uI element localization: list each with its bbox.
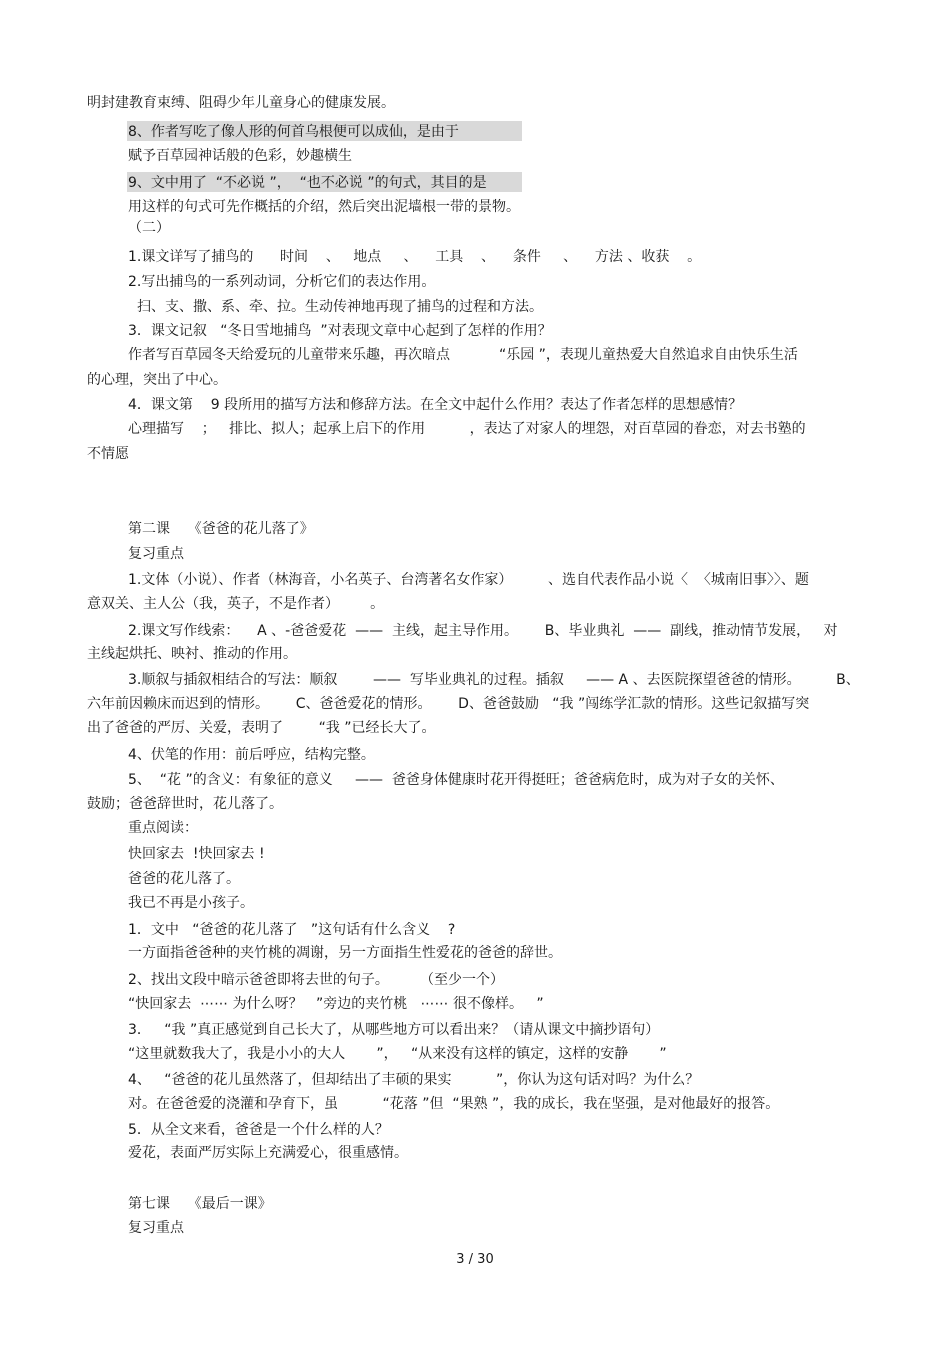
text-line: 扫、支、撒、系、牵、拉。生动传神地再现了捕鸟的过程和方法。 <box>137 299 543 315</box>
section-title-lesson-2: 第二课 《爸爸的花儿落了》 <box>128 521 314 537</box>
text-line: 一方面指爸爸种的夹竹桃的凋谢，另一方面指生性爱花的爸爸的辞世。 <box>128 945 562 961</box>
text-line: 2.课文写作线索： A 、-爸爸爱花 —— 主线，起主导作用。 B、毕业典礼 —— 副线，推动情节发展， 对 <box>128 623 838 639</box>
text-line: 心理描写 ； 排比、拟人；起承上启下的作用 ，表达了对家人的埋怨，对百草园的眷恋，对去书塾的 <box>128 421 806 437</box>
text-line: 鼓励；爸爸辞世时，花儿落了。 <box>87 796 283 812</box>
text-line: 意双关、主人公（我，英子，不是作者） 。 <box>87 596 385 612</box>
text-line: 3．课文记叙 “冬日雪地捕鸟 ”对表现文章中心起到了怎样的作用？ <box>128 323 552 339</box>
text-line: 1.文体（小说）、作者（林海音，小名英子、台湾著名女作家） 、选自代表作品小说〈 〈城南旧事〉〉、题 <box>128 572 809 588</box>
text-line: 出了爸爸的严厉、关爱，表明了 “我 ”已经长大了。 <box>87 720 436 736</box>
text-line: “快回家去 ⋯⋯ 为什么呀？ ”旁边的夹竹桃 ⋯⋯ 很不像样。 ” <box>128 996 544 1012</box>
text-line: 8、作者写吃了像人形的何首乌根便可以成仙，是由于 <box>128 124 459 140</box>
text-line: 快回家去 !快回家去 ! <box>128 846 265 862</box>
text-line: 作者写百草园冬天给爱玩的儿童带来乐趣，再次暗点 “乐园 ”，表现儿童热爱大自然追求自由快乐生活 <box>128 347 798 363</box>
text-line: 重点阅读： <box>128 820 198 836</box>
text-line: 4．课文第 9 段所用的描写方法和修辞方法。在全文中起什么作用？表达了作者怎样的思想感情？ <box>128 397 743 413</box>
text-line: 爸爸的花儿落了。 <box>128 871 240 887</box>
text-line: 3． “我 ”真正感觉到自己长大了，从哪些地方可以看出来？（请从课文中摘抄语句） <box>128 1022 660 1038</box>
text-line: 复习重点 <box>128 546 184 562</box>
text-line: 5．从全文来看，爸爸是一个什么样的人？ <box>128 1122 389 1138</box>
text-line: 明封建教育束缚、阻碍少年儿童身心的健康发展。 <box>87 95 395 111</box>
text-line: 我已不再是小孩子。 <box>128 895 254 911</box>
text-line: 2.写出捕鸟的一系列动词，分析它们的表达作用。 <box>128 274 436 290</box>
text-line: 2、找出文段中暗示爸爸即将去世的句子。 （至少一个） <box>128 972 505 988</box>
text-line: 9、文中用了 “不必说 ”， “也不必说 ”的句式，其目的是 <box>128 175 487 191</box>
text-line: 1．文中 “爸爸的花儿落了 ”这句话有什么含义 ? <box>128 922 456 938</box>
text-line: 复习重点 <box>128 1220 184 1236</box>
page-number: 3 / 30 <box>456 1252 494 1267</box>
text-line: 3.顺叙与插叙相结合的写法：顺叙 —— 写毕业典礼的过程。插叙 —— A 、去医院探望爸爸的情形。 B、 <box>128 672 860 688</box>
text-line: 用这样的句式可先作概括的介绍，然后突出泥墙根一带的景物。 <box>128 199 520 215</box>
text-line: 不情愿 <box>87 446 129 462</box>
text-line: 4、 “爸爸的花儿虽然落了，但却结出了丰硕的果实 ”，你认为这句话对吗？为什么？ <box>128 1072 700 1088</box>
text-line: 对。在爸爸爱的浇灌和孕育下，虽 “花落 ”但 “果熟 ”，我的成长，我在坚强，是对他最好的报答。 <box>128 1096 780 1112</box>
text-line: 爱花，表面严厉实际上充满爱心，很重感情。 <box>128 1145 408 1161</box>
text-line: 主线起烘托、映衬、推动的作用。 <box>87 646 297 662</box>
text-line: 5、 “花 ”的含义：有象征的意义 —— 爸爸身体健康时花开得挺旺；爸爸病危时，成为对子女的关怀、 <box>128 772 784 788</box>
section-title-lesson-7: 第七课 《最后一课》 <box>128 1196 272 1212</box>
text-line: 1.课文详写了捕鸟的 时间 、 地点 、 工具 、 条件 、 方法 、收获 。 <box>128 249 702 265</box>
text-line: （二） <box>128 220 170 236</box>
text-line: 赋予百草园神话般的色彩，妙趣横生 <box>128 148 352 164</box>
text-line: 六年前因赖床而迟到的情形。 C、爸爸爱花的情形。 D、爸爸鼓励 “我 ”闯练学汇款的情形。这些记叙描写突 <box>87 696 810 712</box>
text-line: 4、伏笔的作用：前后呼应，结构完整。 <box>128 747 375 763</box>
text-line: “这里就数我大了，我是小小的大人 ”， “从来没有这样的镇定，这样的安静 ” <box>128 1046 667 1062</box>
text-line: 的心理，突出了中心。 <box>87 372 227 388</box>
